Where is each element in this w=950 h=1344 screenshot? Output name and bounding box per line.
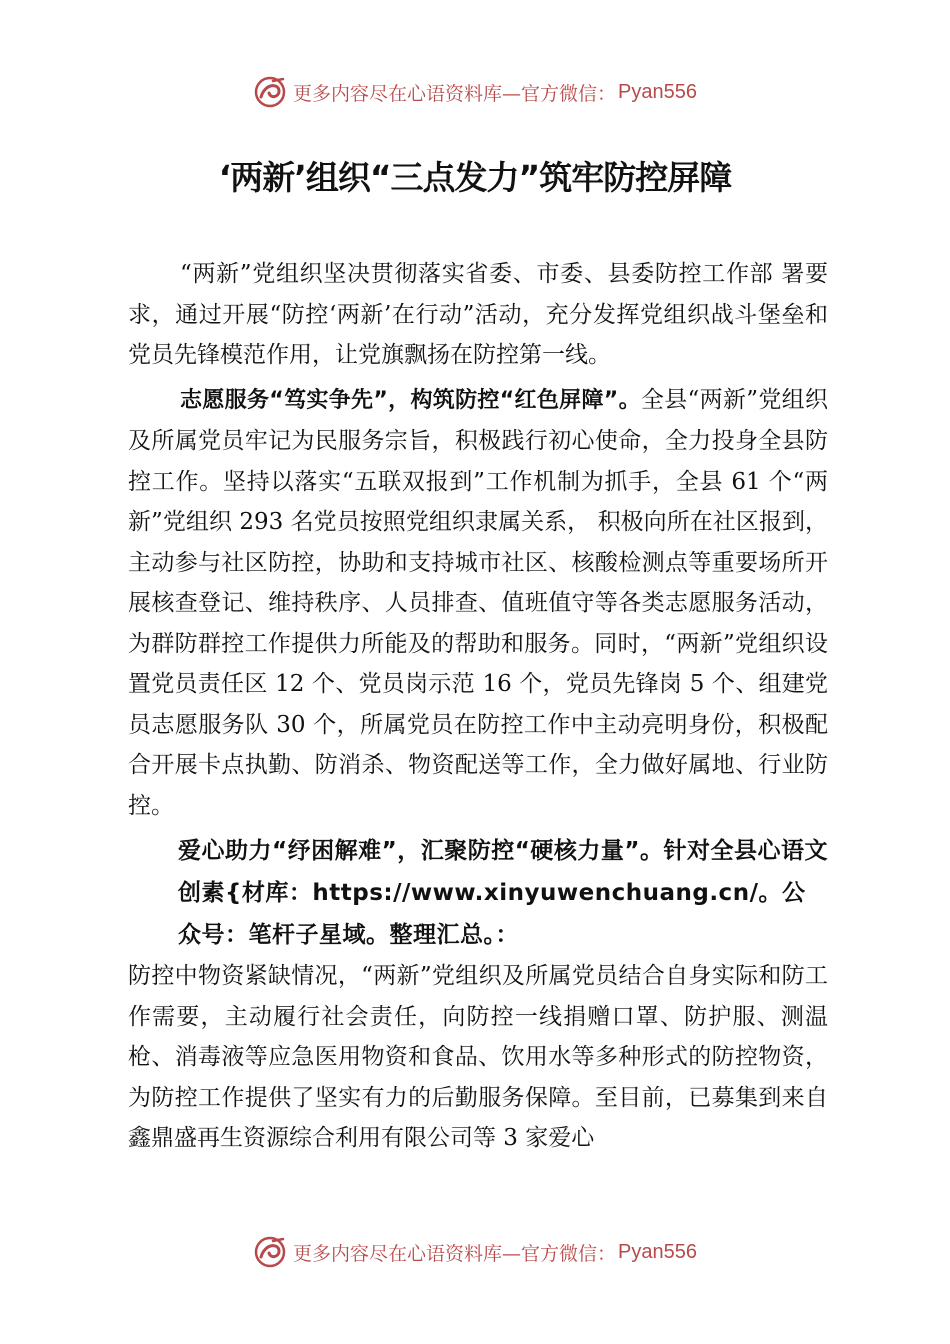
section-heading-donation: 爱心助力“纾困解难”，汇聚防控“硬核力量”。针对全县心语文创素{材库：https://www.xinyuwenchuang.cn/。公众号：笔杆子星域。整理汇总。： <box>178 838 828 948</box>
watermark-banner-bottom <box>0 1232 950 1272</box>
swirl-logo-icon <box>253 75 287 109</box>
paragraph-donation-body: 防控中物资紧缺情况，“两新”党组织及所属党员结合自身实际和防工作需要，主动履行社会责任，向防控一线捐赠口罩、防护服、测温枪、消毒液等应急医用物资和食品、饮用水等多种形式的防控物资，为防控工作提供了坚实有力的后勤服务保障。至目前，已募集到来自鑫鼎盛再生资源综合利用有限公司等 3 家爱心 <box>128 963 828 1151</box>
watermark-wechat-id: Pyan556 <box>618 1240 697 1263</box>
section-heading-volunteer: 志愿服务“笃实争先”，构筑防控“红色屏障”。 <box>180 387 641 413</box>
watermark-wechat-id: Pyan556 <box>618 80 697 103</box>
swirl-logo-icon <box>253 1235 287 1269</box>
watermark-text: 更多内容尽在心语资料库—官方微信： <box>293 82 617 105</box>
watermark-text: 更多内容尽在心语资料库—官方微信： <box>293 1242 617 1265</box>
paragraph-volunteer <box>128 380 828 827</box>
document-body <box>128 254 828 1159</box>
paragraph-intro: “两新”党组织坚决贯彻落实省委、市委、县委防控工作部 署要求，通过开展“防控‘两新’在行动”活动，充分发挥党组织战斗堡垒和党员先锋模范作用，让党旗飘扬在防控第一线。 <box>128 261 828 368</box>
watermark-banner-top <box>0 72 950 112</box>
paragraph-volunteer-body: 全县“两新”党组织及所属党员牢记为民服务宗旨，积极践行初心使命，全力投身全县防控工作。坚持以落实“五联双报到”工作机制为抓手，全县 61 个“两新”党组织 293 名党员按照党组织隶属关系， 积极向所在社区报到，主动参与社区防控，协助和支持城市社区、核酸检测点等重要场所开展核查登记、维持秩序、人员排查、值班值守等各类志愿服务活动，为群防群控工作提供力所能及的帮助和服务。同时，“两新”党组织设置党员责任区 12 个、党员岗示范 16 个，党员先锋岗 5 个、组建党员志愿服务队 30 个，所属党员在防控工作中主动亮明身份，积极配合开展卡点执勤、防消杀、物资配送等工作，全力做好属地、行业防控。 <box>128 386 828 819</box>
page-title: ‘两新’组织“三点发力”筑牢防控屏障 <box>218 158 732 197</box>
